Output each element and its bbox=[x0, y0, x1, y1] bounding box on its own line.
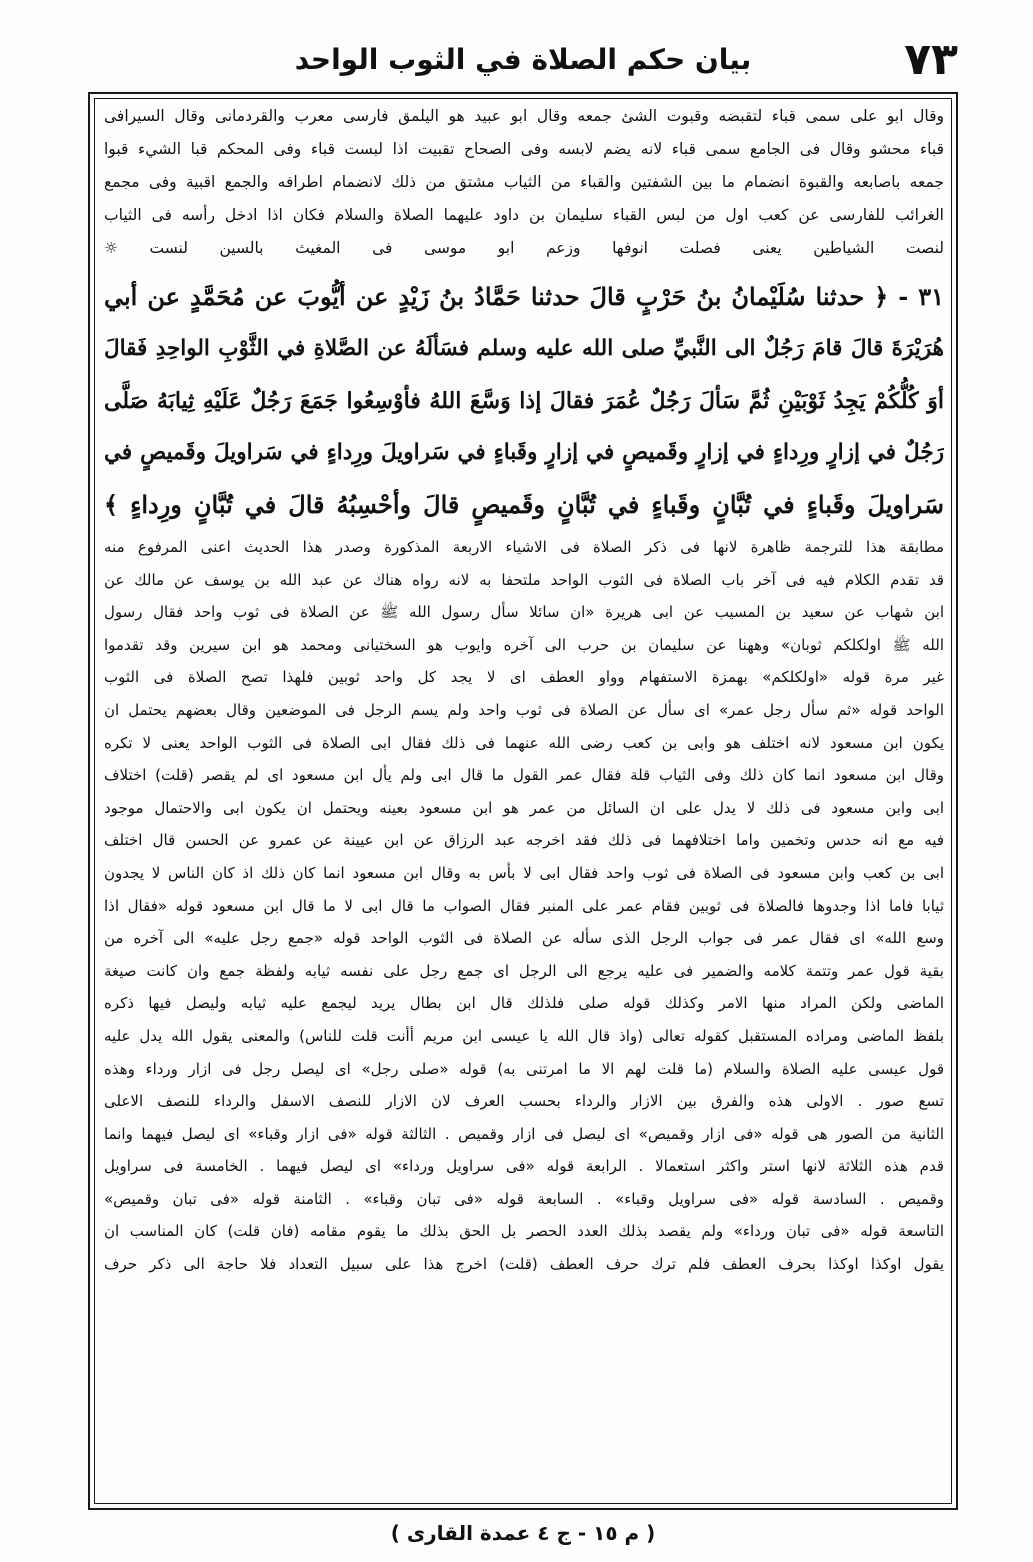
hadith-line: هُرَيْرَةَ قالَ قامَ رَجُلٌ الى النَّبيِّ صلى الله عليه وسلم فسَألَهُ عن الصَّلاةِ في الثَّوْبِ الواحِدِ فَقالَ bbox=[104, 336, 944, 361]
running-title: بيان حكم الصلاة في الثوب الواحد bbox=[294, 43, 752, 76]
commentary-line: ابى وابن مسعود فى ذلك لا يدل على ان السائل من عمر هو ابن مسعود بعينه ويحتمل ان يكون ابى والاحتمال موجود bbox=[104, 798, 944, 817]
commentary-line: الله ﷺ اولكلكم ثوبان» وههنا عن سليمان بن حرب الى آخره وايوب هو السختيانى ومحمد هو ابن سيرين وقد تقدموا bbox=[104, 635, 944, 654]
commentary-line: وقال ابن مسعود انما كان ذلك وفى الثياب قلة فقال عمر القول ما قال ابى ولم يأل ابن مسعود اى لم يقصر (قلت) اختلاف bbox=[104, 766, 944, 785]
commentary-line: ابى بن كعب وابن مسعود فى الصلاة فى ثوب واحد فقال ابى لا بأس به وقال ابن مسعود انما كان ذلك اذ كان الناس لا يجدون bbox=[104, 863, 944, 882]
commentary bbox=[104, 531, 944, 1281]
text-line: وقال ابو على سمى قباء لتقبضه وقبوت الشئ جمعه وقال ابو عبيد هو اليلمق فارسى معرب والقردمانى وقال السيرافى bbox=[104, 107, 944, 125]
commentary-line: غير مرة قوله «اولكلكم» بهمزة الاستفهام وواو العطف اى لا يجد كل واحد ثوبين فلهذا تصح الصلاة فى الثوب bbox=[104, 668, 944, 687]
main-text bbox=[104, 100, 944, 1500]
commentary-continued bbox=[104, 100, 944, 265]
commentary-line: فيه مع انه حدس وتخمين واما اختلافهما فى ذلك فقد اخرجه عبد الرزاق عن ابن عيينة عن عمرو عن الحسن قال اختلف bbox=[104, 831, 944, 850]
hadith-line: أوَ كُلُّكُمْ يَجِدُ ثَوْبَيْنِ ثُمَّ سَألَ رَجُلٌ عُمَرَ فقالَ إذا وَسَّعَ اللهُ فأوْسِعُوا جَمَعَ رَجُلٌ عَلَيْهِ ثِيابَهُ صَلَّى bbox=[104, 388, 944, 414]
commentary-line: الواحد قوله «ثم سأل رجل عمر» اى سأل عن الصلاة فى ثوب واحد ولم يسم الرجل فى الموضعين وقال بعضهم يحتمل ان bbox=[104, 700, 944, 719]
commentary-line: يكون ابن مسعود لانه اختلف هو وابى بن كعب رضى الله عنهما فى ذلك فقال ابى الصلاة فى الثوب الواحد يعنى لا تكره bbox=[104, 733, 944, 752]
commentary-line: قول عيسى عليه الصلاة والسلام (ما قلت لهم الا ما امرتنى به) قوله «صلى رجل» اى ليصل رجل فى ازار ورداء وهذه bbox=[104, 1059, 944, 1078]
commentary-line: التاسعة قوله «فى تبان ورداء» ولم يقصد بذلك العدد الحصر بل الحق بذلك ما يقوم مقامه (فان قلت) كان المناسب ان bbox=[104, 1222, 944, 1241]
commentary-line: تسع صور . الاولى هذه والفرق بين الازار والرداء بحسب العرف لان الازار للنصف الاسفل والرداء للنصف الاعلى bbox=[104, 1092, 944, 1111]
commentary-line: الثانية من الصور هى قوله «فى ازار وقميص» اى ليصل فى ازار وقميص . الثالثة قوله «فى ازار وقباء» اى ليصل فيهما وانما bbox=[104, 1124, 944, 1143]
page-footer-signature: ( م ١٥ - ج ٤ عمدة القارى ) bbox=[390, 1521, 656, 1545]
commentary-line: بلفظ الماضى ومراده المستقبل كقوله تعالى (واذ قال الله يا عيسى ابن مريم أأنت قلت للناس) والمعنى يقول الله يدل عليه bbox=[104, 1026, 944, 1045]
hadith-line: سَراويلَ وقَباءٍ في تُبَّانٍ وقَباءٍ في تُبَّانٍ وقَميصٍ قالَ وأحْسِبُهُ قالَ في تُبَّانٍ ورِداءٍ ﴾ bbox=[104, 490, 944, 519]
text-line: الغرائب للفارسى عن كعب اول من لبس القباء سليمان بن داود عليهما الصلاة والسلام فكان اذا ادخل رأسه فى الثياب bbox=[104, 206, 944, 224]
commentary-line: قدم هذه الثلاثة لانها استر واكثر استعمالا . الرابعة قوله «فى سراويل ورداء» اى ليصل فيهما . الخامسة فى سراويل bbox=[104, 1157, 944, 1176]
commentary-line: الماضى ولكن المراد منها الامر وكذلك قوله صلى فلذلك قال ابن بطال يريد ليجمع عليه ثيابه وليصل فيها ذكره bbox=[104, 994, 944, 1013]
text-line: قباء محشو وقال فى الجامع سمى قباء لانه يضم لابسه وفى الصحاح تقبيت اذا لبست قباء وفى المحكم قبا الشيء قبوا bbox=[104, 140, 944, 158]
commentary-line: قد تقدم الكلام فيه فى آخر باب الصلاة فى الثوب الواحد ملتحفا به لانه رواه هناك عن عبد الله بن يوسف عن مالك عن bbox=[104, 570, 944, 589]
page-number: ٧٣ bbox=[904, 34, 958, 85]
hadith-line: ٣١ - ﴿ حدثنا سُلَيْمانُ بنُ حَرْبٍ قالَ حدثنا حَمَّادُ بنُ زَيْدٍ عن أيُّوبَ عن مُحَمَّدٍ عن أبي bbox=[104, 282, 944, 311]
commentary-line: يقول اوكذا اوكذا بحرف العطف فلم ترك حرف العطف (قلت) اخرج هذا على سبيل التعداد فلا حاجة الى ذكر حرف bbox=[104, 1255, 944, 1274]
commentary-line: ثيابا فاما اذا وجدوها فالصلاة فى ثوبين فقام عمر على المنبر فقال الصواب ما قال ابى لا ما قال ابن مسعود قوله «فقال اذا bbox=[104, 896, 944, 915]
commentary-line: وقميص . السادسة قوله «فى سراويل وقباء» . السابعة قوله «فى تبان وقباء» . الثامنة قوله «فى تبان وقميص» bbox=[104, 1189, 944, 1208]
commentary-line: مطابقة هذا للترجمة ظاهرة لانها فى ذكر الصلاة فى الاشياء الاربعة المذكورة وصدر هذا الحديث اعنى المرفوع منه bbox=[104, 538, 944, 556]
commentary-line: وسع الله» اى فقال عمر فى جواب الرجل الذى سأله عن الصلاة فى الثوب الواحد قوله «جمع رجل عليه» الى آخره من bbox=[104, 929, 944, 948]
text-line: جمعه باصابعه والقبوة انضمام ما بين الشفتين والقباء من الثياب مشتق من ذلك لانضمام اطرافه والجمع اقبية وفى مجمع bbox=[104, 173, 944, 191]
commentary-line: بقية قول عمر وتتمة كلامه والضمير فى عليه يرجع الى الرجل اى جمع رجل على نفسه ثيابه ولفظة جمع وان كانت صيغة bbox=[104, 961, 944, 980]
text-line: لنصت الشياطين يعنى فصلت انوفها وزعم ابو موسى فى المغيث بالسين لنست ☼ bbox=[104, 239, 944, 257]
commentary-line: ابن شهاب عن سعيد بن المسيب عن ابى هريرة «ان سائلا سأل رسول الله ﷺ عن الصلاة فى ثوب واحد فقال رسول bbox=[104, 603, 944, 622]
page-header bbox=[88, 30, 958, 90]
hadith-text bbox=[104, 271, 944, 531]
hadith-line: رَجُلٌ في إزارٍ ورِداءٍ في إزارٍ وقَميصٍ في إزارٍ وقَباءٍ في سَراويلَ ورِداءٍ في سَراويلَ وقَميصٍ في bbox=[104, 440, 944, 465]
